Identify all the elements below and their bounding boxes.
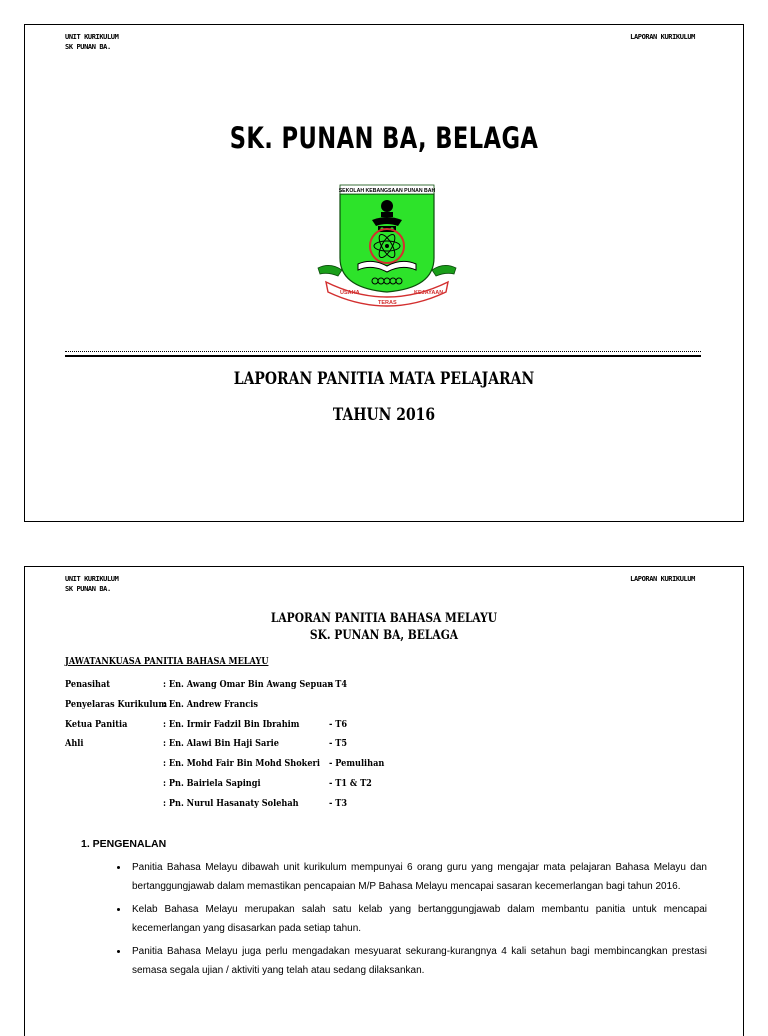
panel-report-title: LAPORAN PANITIA BAHASA MELAYU <box>270 611 498 626</box>
cover-page <box>24 24 744 522</box>
header-right: LAPORAN KURIKULUM <box>630 33 695 41</box>
report-year: TAHUN 2016 <box>332 405 436 425</box>
committee-row <box>65 738 665 758</box>
header-unit: UNIT KURIKULUM <box>65 575 119 583</box>
committee-list <box>65 679 665 818</box>
bullet-item: • Kelab Bahasa Melayu merupakan salah satu kelab yang bertanggungjawab dalam membantu panitia untuk mencapai kecemerlangan yang disasarkan pada setiap tahun. <box>129 900 707 939</box>
header-school: SK PUNAN BA. <box>65 43 111 51</box>
divider-solid <box>65 355 701 357</box>
committee-heading: JAWATANKUASA PANITIA BAHASA MELAYU <box>65 656 269 667</box>
committee-role: Ketua Panitia <box>65 718 128 730</box>
school-crest <box>308 184 466 314</box>
header-left <box>65 574 118 594</box>
committee-role: Penasihat <box>65 679 111 690</box>
report-page <box>24 566 744 1036</box>
committee-role: Ahli <box>65 738 84 750</box>
committee-row <box>65 798 665 818</box>
committee-grade: - T6 <box>329 718 348 730</box>
section-heading: 1. PENGENALAN <box>81 838 167 850</box>
crest-motto-1: USAHA <box>340 290 360 296</box>
crest-motto-2: TERAS <box>378 300 397 306</box>
committee-role: Penyelaras Kurikulum <box>65 698 168 710</box>
committee-name: : Pn. Bairiela Sapingi <box>163 777 261 789</box>
committee-grade: - T3 <box>329 797 348 809</box>
committee-row <box>65 778 665 798</box>
committee-name: : En. Mohd Fair Bin Mohd Shokeri <box>163 758 320 770</box>
bullet-list <box>81 858 707 981</box>
committee-name: : En. Alawi Bin Haji Sarie <box>163 738 279 750</box>
committee-grade: - T4 <box>329 679 348 690</box>
committee-grade: - T5 <box>329 738 348 750</box>
committee-row <box>65 679 665 699</box>
committee-name: : En. Awang Omar Bin Awang Sepuan <box>163 679 334 690</box>
committee-name: : En. Irmir Fadzil Bin Ibrahim <box>163 718 300 730</box>
divider-dotted <box>65 351 701 352</box>
crest-icon <box>308 184 466 314</box>
header-right: LAPORAN KURIKULUM <box>630 575 695 583</box>
committee-grade: - Pemulihan <box>329 758 385 770</box>
committee-row <box>65 719 665 739</box>
section-introduction <box>81 835 707 984</box>
crest-motto-3: KEJAYAAN <box>414 290 444 296</box>
crest-banner-text: SEKOLAH KEBANGSAAN PUNAN BAH <box>338 188 436 194</box>
committee-grade: - T1 & T2 <box>329 777 372 789</box>
committee-row <box>65 699 665 719</box>
header-school: SK PUNAN BA. <box>65 585 111 593</box>
header-unit: UNIT KURIKULUM <box>65 33 119 41</box>
committee-name: : En. Andrew Francis <box>163 698 258 710</box>
committee-name: : Pn. Nurul Hasanaty Solehah <box>163 797 299 809</box>
committee-row <box>65 758 665 778</box>
bullet-item: • Panitia Bahasa Melayu juga perlu mengadakan mesyuarat sekurang-kurangnya 4 kali setahun bagi membincangkan prestasi semasa segala ujian / aktiviti yang telah atau sedang dilaksankan. <box>129 942 707 981</box>
school-title: SK. PUNAN BA, BELAGA <box>229 121 539 155</box>
panel-report-subtitle: SK. PUNAN BA, BELAGA <box>309 628 459 643</box>
report-title: LAPORAN PANITIA MATA PELAJARAN <box>233 369 535 389</box>
bullet-item: • Panitia Bahasa Melayu dibawah unit kurikulum mempunyai 6 orang guru yang mengajar mata pelajaran Bahasa Melayu dan bertanggungjawab dalam memastikan pencapaian M/P Bahasa Melayu mencapai sasaran kecemerlangan bagi tahun 2016. <box>129 858 707 897</box>
header-left <box>65 32 118 52</box>
